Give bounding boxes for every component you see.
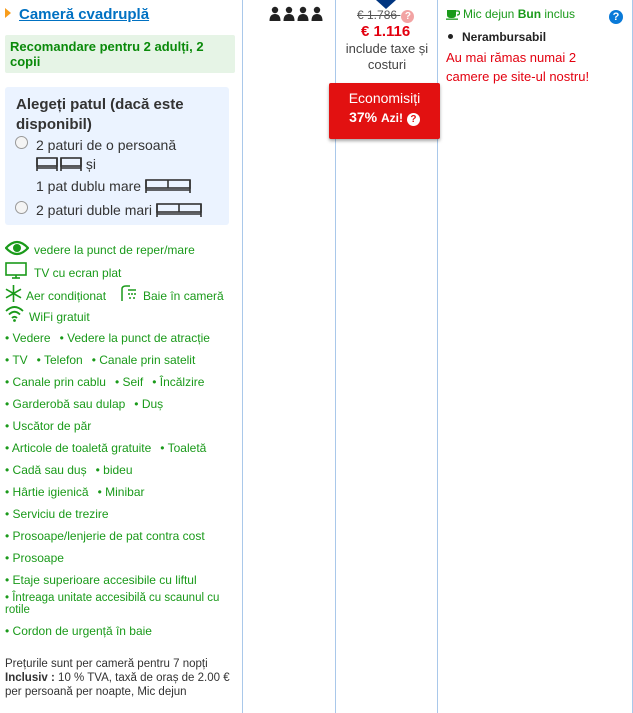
bullet-icon: • [5,331,13,345]
bullet-icon [448,34,453,39]
bed-option-2-line1 [36,202,202,218]
facility-item: Telefon [44,353,83,367]
recommendation-banner: Recomandare pentru 2 adulți, 2 copii [5,35,235,73]
facility-item: Toaletă [167,441,207,455]
facility-item: Prosoape [12,551,64,565]
original-price [357,8,414,23]
footnote-line1: Prețurile sunt per cameră pentru 7 nopți [5,658,208,670]
facility-item: Vedere la punct de atracție [67,331,210,345]
breakfast-bold: Bun [517,7,542,21]
facility-item: Serviciu de trezire [12,507,109,521]
discounted-price: € 1.116 [361,23,411,40]
facility-item: Vedere [12,331,51,345]
bed-option-1-icons [36,156,96,172]
facility-item: TV [12,353,28,367]
bed-option-1-line2-text: 1 pat dublu mare [36,178,142,194]
wifi-icon [5,305,24,322]
facility-wifi-label: WiFi gratuit [29,310,90,324]
facility-row [5,464,142,476]
double-bed-icon [145,178,191,194]
bullet-icon: • [95,463,104,477]
bullet-icon: • [5,375,13,389]
breakfast-suffix: inclus [541,7,576,21]
bullet-icon: • [97,485,106,499]
help-icon[interactable]: ? [609,10,623,24]
original-price-value: € 1.786 [357,8,398,22]
bullet-icon: • [114,375,123,389]
bed-option-1-line1: 2 paturi de o persoană [36,137,177,153]
facility-item: Prosoape/lenjerie de pat contra cost [12,529,205,543]
savings-today: Azi! [381,111,404,125]
facility-item: Garderobă sau dulap [12,397,126,411]
savings-percent: 37% [349,109,378,125]
bullet-icon: • [5,441,12,455]
bullet-icon: • [5,463,13,477]
facility-item: bideu [103,463,133,477]
breakfast-prefix: Mic dejun [463,7,518,21]
bullet-icon: • [5,353,13,367]
facility-row [5,376,213,388]
bullet-icon: • [160,441,168,455]
facility-row [5,332,219,344]
savings-badge [329,83,440,139]
bed-choice-title: Alegeți patul (dacă este disponibil) [16,96,184,133]
and-text: și [85,156,97,172]
facility-row [5,354,204,366]
facility-item: Seif [122,375,144,389]
facility-item: Întreaga unitate accesibilă cu scaunul cu rotile [5,592,220,616]
savings-value [329,109,440,126]
bed-option-1-line2 [36,178,191,194]
occupancy-icon [269,6,327,22]
facility-item: Canale prin cablu [12,375,106,389]
footnote-inclusive-text: 10 % TVA, taxă de oraș de 2.00 € per persoană per noapte, Mic dejun [5,672,230,698]
single-bed-icon [36,156,82,172]
snowflake-icon [5,285,22,302]
bed-choice-box [5,87,229,225]
facility-row [5,508,118,520]
facility-view-label: vedere la punct de reper/mare [34,243,195,257]
facility-row [5,420,100,432]
eye-icon [5,239,29,257]
bed-option-1-radio[interactable] [15,136,28,149]
nonrefundable-label: Nerambursabil [462,30,547,44]
shower-icon [120,285,138,302]
bullet-icon: • [5,507,13,521]
bullet-icon: • [5,419,13,433]
breakfast-included [446,7,575,21]
facility-row [5,552,73,564]
bullet-icon: • [5,397,13,411]
tv-icon [5,262,27,279]
bullet-icon: • [5,573,13,587]
facility-row [5,574,206,586]
facility-item: Articole de toaletă gratuite [11,441,152,455]
facility-tv-label: TV cu ecran plat [34,266,122,280]
facility-row [5,625,161,637]
bullet-icon: • [5,592,13,604]
bullet-icon: • [5,485,13,499]
column-divider [242,0,243,713]
facility-row [5,592,237,616]
bullet-icon: • [134,397,142,411]
facility-bathroom-label: Baie în cameră [143,289,224,303]
facility-row [5,398,172,410]
bullet-icon: • [91,353,100,367]
question-icon[interactable]: ? [401,10,414,23]
nonrefundable-item [446,30,546,44]
facility-item: Etaje superioare accesibile cu liftul [12,573,197,587]
facility-row [5,442,215,454]
bullet-icon: • [36,353,44,367]
facility-item: Duș [141,397,164,411]
facility-row [5,486,154,498]
bullet-icon: • [5,529,13,543]
facility-item: Minibar [105,485,145,499]
rooms-left-message: Au mai rămas numai 2 camere pe site-ul nostru! [446,50,590,84]
price-footnote [5,657,235,699]
facility-item: Canale prin satelit [99,353,196,367]
triangle-right-icon [5,8,11,18]
bullet-icon: • [5,551,13,565]
footnote-inclusive-label: Inclusiv : [5,672,55,684]
facility-item: Uscător de păr [12,419,92,433]
coffee-cup-icon [446,7,460,20]
question-icon[interactable]: ? [407,113,420,126]
bullet-icon: • [59,331,68,345]
facility-item: Încălzire [159,375,205,389]
bed-option-2-radio[interactable] [15,201,28,214]
bullet-icon: • [5,624,13,638]
savings-label: Economisiți [348,90,421,106]
facility-row [5,530,214,542]
facility-ac-label: Aer condiționat [26,289,107,303]
room-name-link[interactable]: Cameră cvadruplă [19,6,150,23]
facility-item: Hârtie igienică [12,485,89,499]
facility-item: Cadă sau duș [12,463,87,477]
includes-taxes-text: include taxe și costuri [345,41,429,72]
double-bed-icon [156,202,202,218]
bullet-icon: • [152,375,160,389]
bed-option-2-text: 2 paturi duble mari [36,202,152,218]
room-title [5,6,149,23]
facility-item: Cordon de urgență în baie [12,624,152,638]
